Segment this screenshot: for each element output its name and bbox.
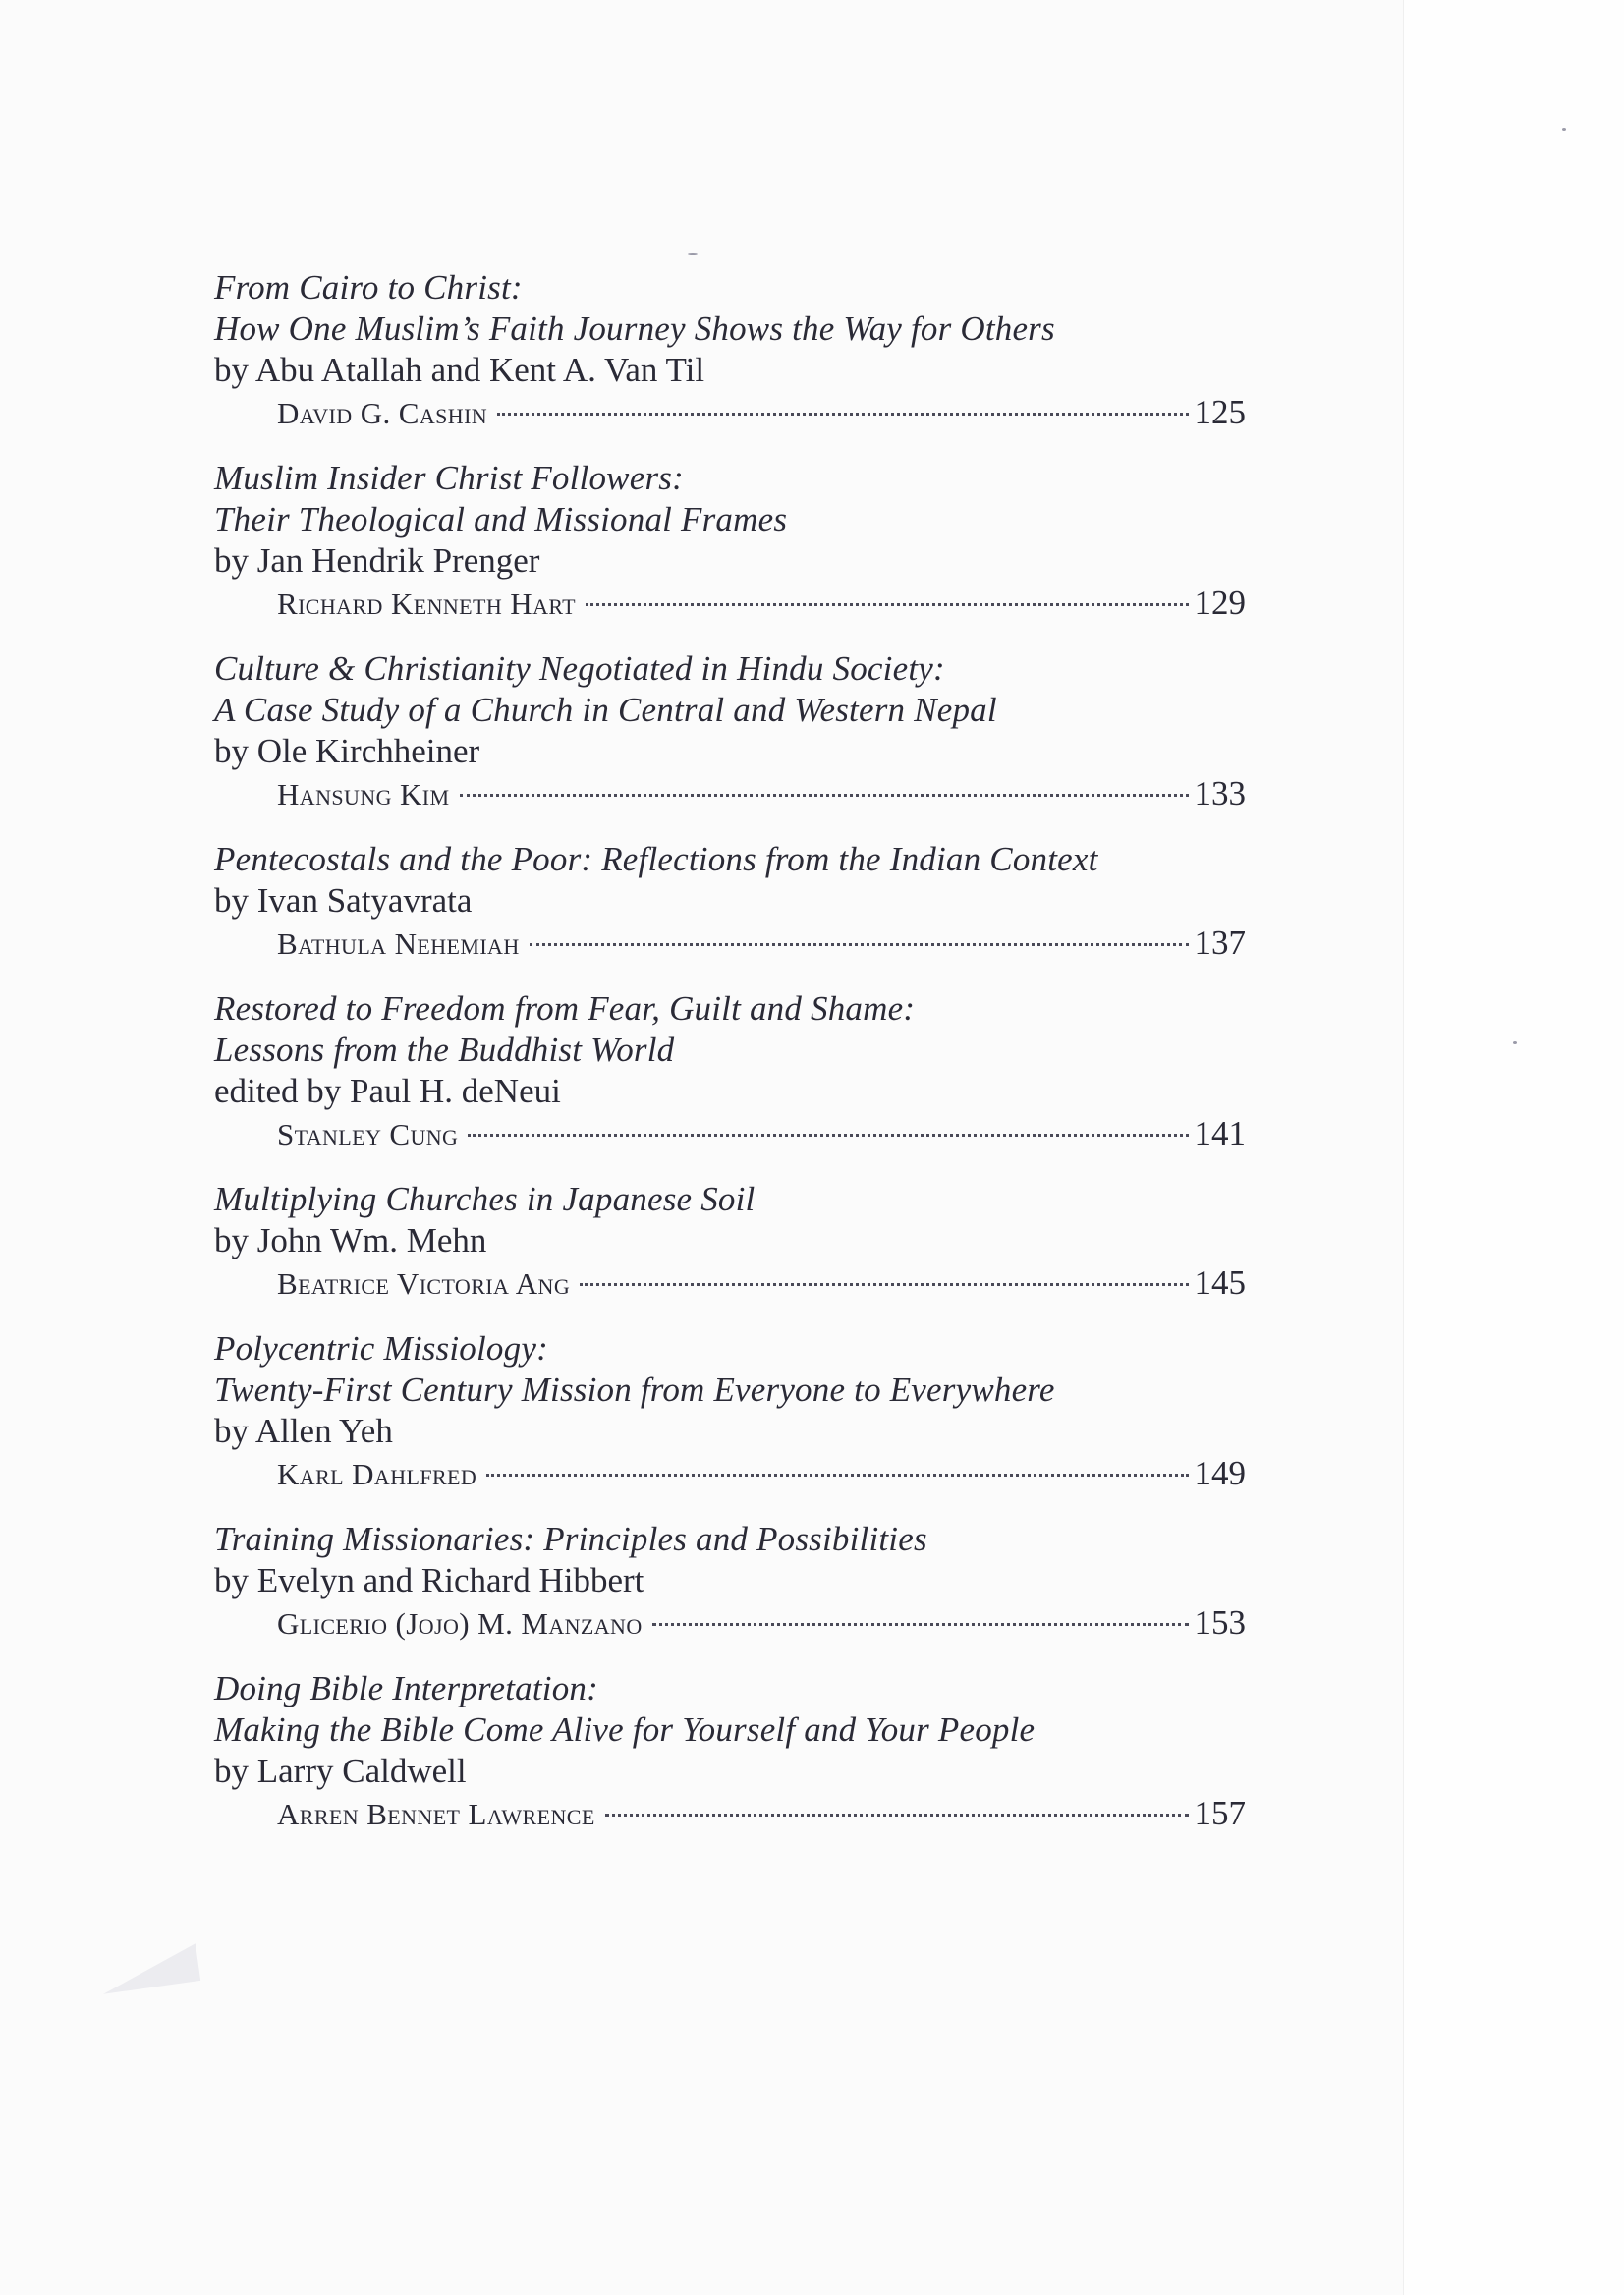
dot-leader [530, 943, 1189, 946]
reviewer-row [214, 1794, 1246, 1839]
book-title-line: A Case Study of a Church in Central and Western Nepal [214, 691, 997, 729]
dot-leader [652, 1623, 1189, 1626]
toc-entry [214, 1519, 1246, 1649]
reviewer-name: Karl Dahlfred [277, 1457, 477, 1491]
dot-leader [486, 1474, 1188, 1477]
book-title-line: Doing Bible Interpretation: [214, 1669, 598, 1707]
page-number: 145 [1194, 1263, 1246, 1302]
toc-entry [214, 1668, 1246, 1839]
page-number: 133 [1194, 774, 1246, 812]
reviewer-row [214, 1263, 1246, 1309]
toc-entry [214, 1328, 1246, 1499]
reviewer-row [214, 774, 1246, 819]
scan-speck [688, 253, 698, 255]
page-number: 153 [1194, 1603, 1246, 1642]
dot-leader [605, 1814, 1189, 1817]
book-author: by Allen Yeh [214, 1412, 393, 1450]
reviewer-name: Hansung Kim [277, 777, 450, 812]
reviewer-name: Richard Kenneth Hart [277, 587, 576, 621]
reviewer-name: Arren Bennet Lawrence [277, 1797, 595, 1831]
toc-entry [214, 988, 1246, 1159]
dot-leader [460, 794, 1189, 797]
book-title-line: Twenty-First Century Mission from Everyone to Everywhere [214, 1371, 1055, 1409]
book-title-line: Multiplying Churches in Japanese Soil [214, 1180, 756, 1218]
book-author: by John Wm. Mehn [214, 1221, 487, 1259]
book-title-line: Their Theological and Missional Frames [214, 500, 788, 538]
page-number: 141 [1194, 1114, 1246, 1152]
book-title-line: Training Missionaries: Principles and Possibilities [214, 1520, 927, 1558]
book-title-line: Making the Bible Come Alive for Yourself and Your People [214, 1710, 1036, 1749]
book-author: by Abu Atallah and Kent A. Van Til [214, 351, 705, 389]
scan-speck [1513, 1041, 1517, 1044]
toc-entry [214, 648, 1246, 819]
book-title-line: Muslim Insider Christ Followers: [214, 459, 684, 497]
dot-leader [586, 603, 1189, 606]
dot-leader [497, 413, 1188, 416]
dot-leader [468, 1134, 1188, 1137]
reviewer-name: Bathula Nehemiah [277, 926, 520, 961]
book-title-line: Lessons from the Buddhist World [214, 1031, 675, 1069]
page-number: 125 [1194, 393, 1246, 431]
book-title-line: Pentecostals and the Poor: Reflections from the Indian Context [214, 840, 1098, 878]
book-author: by Larry Caldwell [214, 1752, 467, 1790]
book-title-line: Restored to Freedom from Fear, Guilt and Shame: [214, 989, 916, 1028]
reviewer-name: Beatrice Victoria Ang [277, 1266, 571, 1301]
reviewer-row [214, 1454, 1246, 1499]
reviewer-row [214, 1603, 1246, 1649]
toc-entry [214, 458, 1246, 629]
book-author: by Evelyn and Richard Hibbert [214, 1561, 644, 1599]
book-title-line: How One Muslim’s Faith Journey Shows the Way for Others [214, 309, 1055, 348]
reviewer-row [214, 924, 1246, 969]
book-author: by Ivan Satyavrata [214, 881, 473, 920]
table-of-contents [214, 267, 1246, 1859]
book-author: edited by Paul H. deNeui [214, 1072, 561, 1110]
reviewer-row [214, 1114, 1246, 1159]
toc-entry [214, 267, 1246, 438]
scan-margin-strip [1403, 0, 1624, 2295]
page-number: 149 [1194, 1454, 1246, 1492]
reviewer-row [214, 393, 1246, 438]
toc-entry [214, 839, 1246, 969]
page-number: 137 [1194, 924, 1246, 962]
page-number: 157 [1194, 1794, 1246, 1832]
toc-entry [214, 1179, 1246, 1309]
page-number: 129 [1194, 584, 1246, 622]
book-author: by Jan Hendrik Prenger [214, 541, 540, 580]
book-title-line: Polycentric Missiology: [214, 1329, 548, 1368]
reviewer-name: Glicerio (Jojo) M. Manzano [277, 1606, 643, 1641]
reviewer-name: Stanley Cung [277, 1117, 459, 1151]
dot-leader [580, 1283, 1188, 1286]
scan-speck [1562, 128, 1566, 131]
book-title-line: Culture & Christianity Negotiated in Hindu Society: [214, 649, 945, 688]
book-author: by Ole Kirchheiner [214, 732, 480, 770]
reviewer-row [214, 584, 1246, 629]
reviewer-name: David G. Cashin [277, 396, 488, 430]
book-title-line: From Cairo to Christ: [214, 268, 523, 307]
